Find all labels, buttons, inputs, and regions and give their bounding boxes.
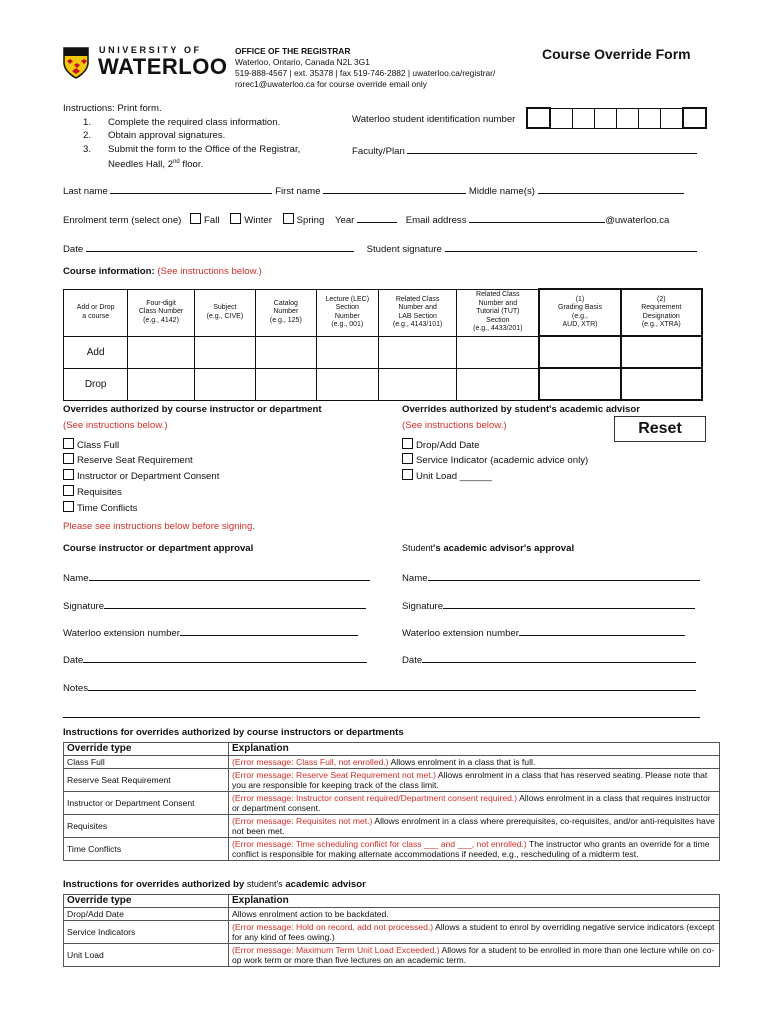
- override-option-time-conflicts[interactable]: Time Conflicts: [63, 501, 322, 517]
- override-type-cell: Class Full: [64, 756, 229, 769]
- term-row: [63, 211, 669, 226]
- instructor-signature-line[interactable]: [104, 597, 366, 609]
- explanation-cell: (Error message: Maximum Term Unit Load Exceeded.) Allows for a student to be enrolled in more than one lecture while on co-op work term or more than five lectures on an academic term.: [229, 944, 720, 967]
- override-option-consent[interactable]: Instructor or Department Consent: [63, 469, 322, 485]
- instructor-date-line[interactable]: [83, 651, 367, 663]
- advisor-extension-label: Waterloo extension number: [402, 628, 519, 639]
- table-cell[interactable]: [128, 336, 194, 368]
- term-fall-checkbox[interactable]: [190, 213, 201, 224]
- office-phone: 519-888-4567 | ext. 35378 | fax 519-746-2882 | uwaterloo.ca/registrar/: [235, 68, 496, 78]
- notes-label: Notes: [63, 683, 89, 694]
- table-cell[interactable]: [316, 368, 378, 400]
- advisor-table-title: Instructions for overrides authorized by student's academic advisor: [63, 879, 366, 890]
- class-full-checkbox[interactable]: [63, 438, 74, 449]
- name-row: [63, 182, 684, 197]
- table-row: [64, 368, 703, 400]
- table-row: [64, 908, 720, 921]
- course-info-heading: [63, 266, 262, 277]
- col-header-subject: Subject (e.g., CIVE): [194, 289, 255, 336]
- instruction-item: 2. Obtain approval signatures.: [83, 130, 226, 141]
- table-cell[interactable]: [378, 336, 456, 368]
- override-type-cell: Time Conflicts: [64, 838, 229, 861]
- table-row: [64, 756, 720, 769]
- table-row: [64, 944, 720, 967]
- table-header-type: Override type: [64, 895, 229, 908]
- table-header-explanation: Explanation: [229, 895, 720, 908]
- term-label: Enrolment term (select one): [63, 215, 182, 226]
- email-suffix: @uwaterloo.ca: [605, 215, 670, 226]
- student-id-boxes[interactable]: [526, 107, 707, 129]
- student-id-digit[interactable]: [683, 108, 706, 128]
- table-row: [64, 336, 703, 368]
- instruction-item: 1. Complete the required class information.: [83, 116, 281, 128]
- term-winter-label: Winter: [244, 215, 272, 226]
- advisor-signature-line[interactable]: [443, 597, 695, 609]
- table-cell[interactable]: [539, 368, 620, 400]
- course-info-table: [63, 288, 703, 401]
- table-cell[interactable]: [457, 368, 540, 400]
- advisor-overrides-title: Overrides authorized by student's academic advisor: [402, 404, 640, 415]
- instruction-item: 3. Submit the form to the Office of the Registrar,: [83, 143, 301, 155]
- instructor-overrides-title: Overrides authorized by course instructor or department: [63, 404, 322, 415]
- approval-date-row-right: [402, 651, 696, 666]
- instruction-item-cont: Needles Hall, 2nd floor.: [108, 159, 204, 171]
- student-id-digit[interactable]: [617, 108, 639, 128]
- time-conflicts-checkbox[interactable]: [63, 501, 74, 512]
- table-cell[interactable]: [194, 336, 255, 368]
- explanation-cell: (Error message: Requisites not met.) Allows enrolment in a class where prerequisites, co-requisites, and/or anti-requisites have not been met.: [229, 815, 720, 838]
- drop-add-checkbox[interactable]: [402, 438, 413, 449]
- approval-signature-row: [63, 597, 366, 612]
- table-cell[interactable]: [316, 336, 378, 368]
- university-name-text: WATERLOO: [98, 54, 228, 79]
- advisor-date-line[interactable]: [422, 651, 696, 663]
- override-option-unit-load[interactable]: Unit Load ______: [402, 469, 640, 485]
- student-id-digit[interactable]: [573, 108, 595, 128]
- unit-load-checkbox[interactable]: [402, 469, 413, 480]
- col-header-grading: (1) Grading Basis (e.g., AUD, XTR): [539, 289, 620, 336]
- instructions-block: [63, 102, 300, 172]
- table-cell[interactable]: [256, 368, 316, 400]
- registrar-info: [235, 46, 495, 90]
- table-row: [64, 921, 720, 944]
- year-line[interactable]: [357, 211, 397, 223]
- notes-row: [63, 679, 696, 694]
- approval-name-row-right: [402, 569, 700, 584]
- approval-extension-row: [63, 624, 358, 639]
- table-row: [64, 815, 720, 838]
- advisor-signature-label: Signature: [402, 601, 444, 612]
- email-label: Email address: [405, 215, 467, 226]
- student-id-digit[interactable]: [639, 108, 661, 128]
- override-type-cell: Instructor or Department Consent: [64, 792, 229, 815]
- override-option-requisites[interactable]: Requisites: [63, 485, 322, 501]
- advisor-extension-line[interactable]: [519, 624, 685, 636]
- service-indicator-checkbox[interactable]: [402, 453, 413, 464]
- office-title: OFFICE OF THE REGISTRAR: [235, 46, 351, 56]
- middle-name-label: Middle name(s): [468, 186, 535, 197]
- col-header-catalog: Catalog Number (e.g., 125): [256, 289, 316, 336]
- notes-line[interactable]: [88, 679, 696, 691]
- advisor-instructions-table: [63, 894, 720, 967]
- instructor-table-title: Instructions for overrides authorized by course instructors or departments: [63, 727, 404, 738]
- last-name-label: Last name: [63, 186, 108, 197]
- instructions-intro: Instructions: Print form.: [63, 103, 162, 114]
- override-type-cell: Unit Load: [64, 944, 229, 967]
- explanation-cell: Allows enrolment action to be backdated.: [229, 908, 720, 921]
- table-cell[interactable]: [194, 368, 255, 400]
- date-label: Date: [63, 244, 84, 255]
- faculty-plan-label: Faculty/Plan: [352, 146, 405, 157]
- year-label: Year: [334, 215, 355, 226]
- date-sign-row: [63, 240, 697, 255]
- table-header-explanation: Explanation: [229, 743, 720, 756]
- student-id-digit[interactable]: [550, 108, 573, 128]
- instructor-overrides-note: (See instructions below.): [63, 419, 168, 431]
- email-line[interactable]: [469, 211, 605, 223]
- student-signature-label: Student signature: [366, 244, 442, 255]
- signing-note: Please see instructions below before signing.: [63, 521, 255, 532]
- term-fall-label: Fall: [204, 215, 220, 226]
- advisor-approval-title: Student's academic advisor's approval: [402, 543, 575, 554]
- faculty-plan-line[interactable]: [407, 142, 697, 154]
- term-spring-checkbox[interactable]: [283, 213, 294, 224]
- override-type-cell: Reserve Seat Requirement: [64, 769, 229, 792]
- col-header-lecture: Lecture (LEC) Section Number (e.g., 001): [316, 289, 378, 336]
- table-cell[interactable]: [128, 368, 194, 400]
- table-cell[interactable]: [378, 368, 456, 400]
- instructor-signature-label: Signature: [63, 601, 105, 612]
- middle-name-line[interactable]: [538, 182, 684, 194]
- university-top-text: UNIVERSITY OF: [99, 45, 202, 55]
- explanation-cell: (Error message: Instructor consent required/Department consent required.) Allows enrolment in a class that requires instructor or department consent.: [229, 792, 720, 815]
- student-id-digit[interactable]: [527, 108, 550, 128]
- date-line[interactable]: [86, 240, 354, 252]
- instructor-approval-title: Course instructor or department approval: [63, 543, 254, 554]
- faculty-plan-field[interactable]: [352, 142, 697, 157]
- student-id-digit[interactable]: [595, 108, 617, 128]
- explanation-cell: (Error message: Time scheduling conflict for class ___ and ___, not enrolled.) The instructor who grants an override for a time conflict is responsible for making alternate accommodations if needed, e.g., rescheduling of a midterm test.: [229, 838, 720, 861]
- course-info-note: (See instructions below.): [157, 266, 262, 277]
- table-row: [64, 838, 720, 861]
- instructor-name-line[interactable]: [89, 569, 370, 581]
- approval-extension-row-right: [402, 624, 685, 639]
- table-cell[interactable]: [621, 368, 702, 400]
- table-cell[interactable]: [256, 336, 316, 368]
- last-name-line[interactable]: [110, 182, 272, 194]
- override-type-cell: Drop/Add Date: [64, 908, 229, 921]
- office-address: Waterloo, Ontario, Canada N2L 3G1: [235, 57, 370, 67]
- explanation-cell: (Error message: Class Full, not enrolled.) Allows enrolment in a class that is full.: [229, 756, 720, 769]
- course-info-label: Course information:: [63, 266, 155, 277]
- col-header-add-drop: Add or Drop a course: [64, 289, 128, 336]
- table-header-type: Override type: [64, 743, 229, 756]
- override-option-drop-add[interactable]: Drop/Add Date: [402, 438, 640, 454]
- first-name-line[interactable]: [323, 182, 466, 194]
- override-type-cell: Service Indicators: [64, 921, 229, 944]
- approval-signature-row-right: [402, 597, 695, 612]
- university-logo: [63, 45, 228, 81]
- table-cell[interactable]: [539, 336, 620, 368]
- override-type-cell: Requisites: [64, 815, 229, 838]
- instructor-extension-label: Waterloo extension number: [63, 628, 180, 639]
- override-option-reserve-seat[interactable]: Reserve Seat Requirement: [63, 453, 322, 469]
- col-header-tutorial: Related Class Number and Tutorial (TUT) Section (e.g., 4433/201): [457, 289, 540, 336]
- row-label-drop: Drop: [64, 368, 128, 400]
- reset-button[interactable]: Reset: [614, 416, 706, 442]
- university-crest-icon: [63, 47, 89, 79]
- consent-checkbox[interactable]: [63, 469, 74, 480]
- student-id-digit[interactable]: [661, 108, 684, 128]
- first-name-label: First name: [275, 186, 321, 197]
- advisor-date-label: Date: [402, 655, 423, 666]
- term-spring-label: Spring: [296, 215, 325, 226]
- requisites-checkbox[interactable]: [63, 485, 74, 496]
- instructor-overrides: [63, 402, 322, 517]
- student-id-label: Waterloo student identification number: [352, 114, 516, 125]
- col-header-requirement: (2) Requirement Designation (e.g., XTRA): [621, 289, 702, 336]
- notes-line-2[interactable]: [63, 717, 700, 718]
- advisor-name-label: Name: [402, 573, 428, 584]
- term-winter-checkbox[interactable]: [230, 213, 241, 224]
- office-email: rorec1@uwaterloo.ca for course override email only: [235, 79, 427, 89]
- instructor-date-label: Date: [63, 655, 84, 666]
- override-option-service-indicator[interactable]: Service Indicator (academic advice only): [402, 453, 640, 469]
- row-label-add: Add: [64, 336, 128, 368]
- advisor-overrides-note: (See instructions below.): [402, 419, 507, 431]
- table-row: [64, 792, 720, 815]
- approval-date-row: [63, 651, 367, 666]
- override-option-class-full[interactable]: Class Full: [63, 438, 322, 454]
- advisor-overrides: [402, 402, 640, 485]
- table-cell[interactable]: [457, 336, 540, 368]
- instructor-instructions-table: [63, 742, 720, 861]
- reserve-seat-checkbox[interactable]: [63, 453, 74, 464]
- explanation-cell: (Error message: Reserve Seat Requirement not met.) Allows enrolment in a class that has reserved seating. Please note that you are responsible for keeping track of the class limit.: [229, 769, 720, 792]
- table-cell[interactable]: [621, 336, 702, 368]
- advisor-name-line[interactable]: [428, 569, 700, 581]
- approval-name-row: [63, 569, 370, 584]
- form-title: Course Override Form: [542, 46, 691, 62]
- instructor-extension-line[interactable]: [180, 624, 358, 636]
- student-signature-line[interactable]: [445, 240, 697, 252]
- explanation-cell: (Error message: Hold on record, add not processed.) Allows a student to enrol by overriding negative service indicators (except for any kind of fees owing.): [229, 921, 720, 944]
- col-header-lab: Related Class Number and LAB Section (e.g., 4143/101): [378, 289, 456, 336]
- col-header-class-number: Four-digit Class Number (e.g., 4142): [128, 289, 194, 336]
- instructor-name-label: Name: [63, 573, 89, 584]
- table-row: [64, 769, 720, 792]
